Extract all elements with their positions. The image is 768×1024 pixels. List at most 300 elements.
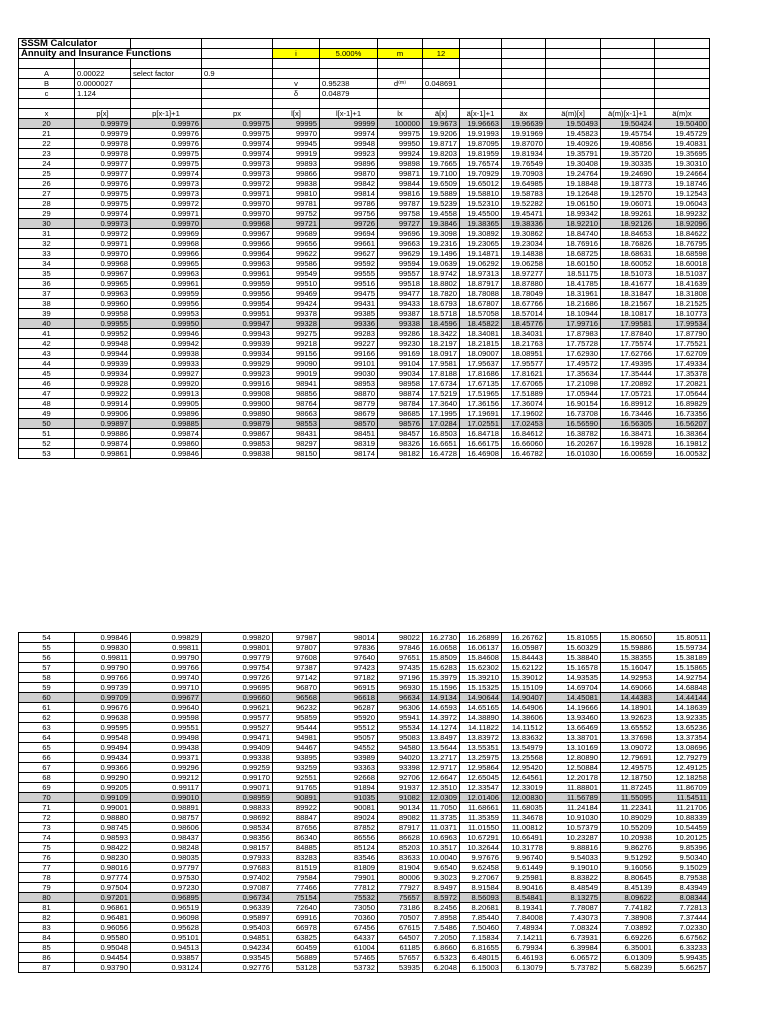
table-cell: 56889 [273,953,320,963]
table-cell: 99378 [273,309,320,319]
table-cell: 18.84653 [601,229,655,239]
table-cell: 18.92210 [546,219,601,229]
table-cell: 10.88339 [655,813,710,823]
table-cell: 11.24184 [546,803,601,813]
table-cell: 7.02330 [655,923,710,933]
table-cell: 10.20938 [601,833,655,843]
table-cell: 17.35634 [546,369,601,379]
table-cell: 10.91030 [546,813,601,823]
table-cell: 96634 [378,693,423,703]
table-row [19,139,710,149]
table-cell: 0.99959 [202,279,273,289]
table-cell: 0.99963 [202,259,273,269]
column-header: ä[x] [423,109,460,119]
table-cell: 99227 [320,339,378,349]
table-cell: 8.79538 [655,873,710,883]
table-cell: 0.99551 [131,723,202,733]
table-cell: 9.50340 [655,853,710,863]
a-input[interactable]: 0.00022 [75,69,131,79]
table-cell: 17.95637 [460,359,502,369]
table-cell: 18.51037 [655,269,710,279]
table-cell: 11.88801 [546,783,601,793]
table-cell: 99475 [320,289,378,299]
table-cell: 0.99920 [131,379,202,389]
table-cell: 11.68661 [460,803,502,813]
table-cell: 19.7100 [423,169,460,179]
table-cell: 0.99964 [202,249,273,259]
table-cell: 14.18639 [655,703,710,713]
table-cell: 0.99001 [75,803,131,813]
table-cell: 99104 [378,359,423,369]
table-cell: 19.50493 [546,119,601,129]
table-row [19,299,710,309]
table-cell: 18.67807 [460,299,502,309]
table-cell: 19.40856 [601,139,655,149]
table-cell: 0.99811 [131,643,202,653]
table-cell: 18.34081 [460,329,502,339]
table-cell: 0.99739 [75,683,131,693]
table-cell: 19.87070 [502,139,546,149]
table-cell: 16.26899 [460,633,502,643]
table-cell: 17.19691 [460,409,502,419]
table-cell: 9.62458 [460,863,502,873]
b-input[interactable]: 0.0000027 [75,79,131,89]
table-cell: 0.99954 [202,299,273,309]
age-cell: 75 [19,843,75,853]
age-cell: 34 [19,259,75,269]
table-cell: 72640 [273,903,320,913]
table-cell: 92706 [378,773,423,783]
table-cell: 18.76795 [655,239,710,249]
table-cell: 8.56093 [460,893,502,903]
table-cell: 19.81959 [460,149,502,159]
age-cell: 71 [19,803,75,813]
table-cell: 0.99970 [202,199,273,209]
table-cell: 16.90154 [546,399,601,409]
table-cell: 98784 [378,399,423,409]
table-cell: 0.99965 [75,279,131,289]
table-cell: 12.95864 [460,763,502,773]
table-row [19,219,710,229]
table-cell: 99919 [273,149,320,159]
table-cell: 0.97530 [131,873,202,883]
age-cell: 41 [19,329,75,339]
table-cell: 19.12543 [655,189,710,199]
table-cell: 13.65236 [655,723,710,733]
table-body-bottom [19,633,710,973]
table-cell: 14.11822 [460,723,502,733]
table-cell: 99975 [378,129,423,139]
delta-value: 0.04879 [320,89,378,99]
table-cell: 0.99914 [75,399,131,409]
table-cell: 15.38189 [655,653,710,663]
table-cell: 16.66175 [460,439,502,449]
age-cell: 27 [19,189,75,199]
table-row [19,409,710,419]
calculator-title: SSSM Calculator [19,39,131,49]
table-row [19,883,710,893]
table-cell: 13.83632 [502,733,546,743]
table-cell: 0.98437 [131,833,202,843]
table-cell: 19.96663 [460,119,502,129]
table-cell: 9.27067 [460,873,502,883]
table-cell: 0.99948 [75,339,131,349]
table-cell: 17.87983 [546,329,601,339]
age-cell: 25 [19,169,75,179]
table-cell: 0.99975 [202,129,273,139]
table-cell: 99694 [320,229,378,239]
table-row [19,129,710,139]
table-cell: 0.99338 [202,753,273,763]
table-cell: 18.60052 [601,259,655,269]
table-cell: 19.1496 [423,249,460,259]
table-cell: 19.52282 [502,199,546,209]
c-label: c [19,89,75,99]
table-cell: 6.06572 [546,953,601,963]
table-cell: 15.62302 [460,663,502,673]
table-cell: 12.01406 [460,793,502,803]
table-cell: 15.62122 [502,663,546,673]
table-cell: 0.99927 [131,369,202,379]
table-cell: 15.59734 [655,643,710,653]
table-cell: 0.99975 [131,159,202,169]
table-cell: 99721 [273,219,320,229]
age-cell: 80 [19,893,75,903]
table-cell: 0.99972 [202,179,273,189]
table-cell: 19.18773 [601,179,655,189]
table-cell: 99696 [378,229,423,239]
table-cell: 14.93535 [546,673,601,683]
table-cell: 12.18258 [655,773,710,783]
table-cell: 11.68035 [502,803,546,813]
table-cell: 0.99973 [202,159,273,169]
table-cell: 12.0309 [423,793,460,803]
age-cell: 69 [19,783,75,793]
table-cell: 77466 [273,883,320,893]
table-cell: 16.73446 [601,409,655,419]
table-cell: 0.99947 [202,319,273,329]
table-row [19,893,710,903]
table-cell: 14.3972 [423,713,460,723]
age-cell: 72 [19,813,75,823]
table-cell: 9.96740 [502,853,546,863]
table-cell: 19.9206 [423,129,460,139]
table-cell: 98663 [273,409,320,419]
table-cell: 18.84622 [655,229,710,239]
table-cell: 10.0040 [423,853,460,863]
table-cell: 93895 [273,753,320,763]
table-cell: 0.99976 [131,139,202,149]
table-cell: 17.02453 [502,419,546,429]
table-cell: 0.99371 [131,753,202,763]
table-cell: 0.99071 [202,783,273,793]
table-cell: 88847 [273,813,320,823]
table-cell: 9.61449 [502,863,546,873]
table-cell: 13.55351 [460,743,502,753]
table-cell: 0.99905 [131,399,202,409]
table-cell: 0.99929 [202,359,273,369]
table-cell: 14.92953 [601,673,655,683]
table-cell: 6.33233 [655,943,710,953]
table-cell: 99622 [273,249,320,259]
table-cell: 8.19341 [502,903,546,913]
table-cell: 13.93460 [546,713,601,723]
table-cell: 98014 [320,633,378,643]
table-cell: 17.05944 [546,389,601,399]
table-cell: 18.10944 [546,309,601,319]
age-cell: 20 [19,119,75,129]
table-cell: 9.85396 [655,843,710,853]
table-cell: 7.14211 [502,933,546,943]
age-cell: 84 [19,933,75,943]
age-cell: 58 [19,673,75,683]
table-cell: 0.98534 [202,823,273,833]
table-cell: 91035 [320,793,378,803]
table-row [19,419,710,429]
table-cell: 93989 [320,753,378,763]
table-cell: 99557 [378,269,423,279]
table-cell: 19.14838 [502,249,546,259]
table-cell: 99424 [273,299,320,309]
table-cell: 6.48015 [460,953,502,963]
table-cell: 16.84612 [502,429,546,439]
age-cell: 53 [19,449,75,459]
table-cell: 18.68725 [546,249,601,259]
table-cell: 99019 [273,369,320,379]
table-cell: 9.97676 [460,853,502,863]
table-cell: 19.8203 [423,149,460,159]
table-cell: 0.99577 [202,713,273,723]
table-cell: 17.75574 [601,339,655,349]
table-row [19,249,710,259]
table-cell: 17.05644 [655,389,710,399]
table-cell: 14.92754 [655,673,710,683]
table-cell: 13.37698 [601,733,655,743]
table-cell: 99090 [273,359,320,369]
table-cell: 19.8717 [423,139,460,149]
table-cell: 86628 [378,833,423,843]
table-cell: 14.90407 [502,693,546,703]
m-input[interactable]: 12 [423,49,460,59]
table-cell: 17.35444 [601,369,655,379]
table-top [18,38,710,459]
table-row [19,723,710,733]
table-cell: 0.99977 [75,159,131,169]
table-cell: 10.31778 [502,843,546,853]
table-cell: 66978 [273,923,320,933]
table-cell: 0.99676 [75,703,131,713]
table-cell: 16.73708 [546,409,601,419]
table-cell: 19.70929 [460,169,502,179]
table-cell: 13.10169 [546,743,601,753]
table-cell: 0.98606 [131,823,202,833]
table-cell: 10.55209 [601,823,655,833]
table-cell: 0.99740 [131,673,202,683]
table-cell: 15.15325 [460,683,502,693]
table-cell: 17.49334 [655,359,710,369]
table-cell: 18.99261 [601,209,655,219]
table-cell: 64337 [320,933,378,943]
table-cell: 0.99974 [75,209,131,219]
table-row [19,169,710,179]
table-cell: 18.31961 [546,289,601,299]
age-cell: 73 [19,823,75,833]
m-label: m [378,49,423,59]
table-cell: 98870 [320,389,378,399]
table-cell: 99286 [378,329,423,339]
table-cell: 99101 [320,359,378,369]
table-cell: 93259 [273,763,320,773]
table-cell: 18.60150 [546,259,601,269]
table-cell: 19.40831 [655,139,710,149]
table-row [19,863,710,873]
table-cell: 0.99967 [202,229,273,239]
table-cell: 61185 [378,943,423,953]
table-cell: 17.6734 [423,379,460,389]
table-cell: 99549 [273,269,320,279]
table-row [19,119,710,129]
table-cell: 0.99471 [202,733,273,743]
table-cell: 19.35720 [601,149,655,159]
table-cell: 77812 [320,883,378,893]
table-cell: 98457 [378,429,423,439]
table-cell: 0.99963 [75,289,131,299]
table-cell: 7.78087 [546,903,601,913]
table-cell: 9.25981 [502,873,546,883]
table-cell: 0.99205 [75,783,131,793]
table-cell: 97987 [273,633,320,643]
table-cell: 18.0917 [423,349,460,359]
table-cell: 11.01550 [460,823,502,833]
c-input[interactable]: 1.124 [75,89,131,99]
table-row [19,389,710,399]
select-factor-input[interactable]: 0.9 [202,69,273,79]
table-cell: 0.99956 [131,299,202,309]
table-cell: 99781 [273,199,320,209]
table-cell: 73050 [320,903,378,913]
table-cell: 10.54459 [655,823,710,833]
table-cell: 94552 [320,743,378,753]
table-cell: 19.14871 [460,249,502,259]
table-cell: 95057 [320,733,378,743]
table-cell: 18.9742 [423,269,460,279]
table-row [19,369,710,379]
table-cell: 99689 [273,229,320,239]
table-cell: 0.99975 [75,189,131,199]
table-cell: 18.92126 [601,219,655,229]
table-cell: 98319 [320,439,378,449]
table-cell: 0.99908 [202,389,273,399]
table-cell: 18.5718 [423,309,460,319]
age-cell: 23 [19,149,75,159]
table-cell: 63825 [273,933,320,943]
table-cell: 18.92096 [655,219,710,229]
table-cell: 0.99974 [202,139,273,149]
table-cell: 98553 [273,419,320,429]
age-cell: 67 [19,763,75,773]
table-cell: 19.6509 [423,179,460,189]
table-cell: 67615 [378,923,423,933]
table-row [19,449,710,459]
table-cell: 0.99790 [75,663,131,673]
table-cell: 6.46193 [502,953,546,963]
table-row [19,379,710,389]
table-cell: 0.99498 [131,733,202,743]
table-bottom [18,632,710,973]
age-cell: 63 [19,723,75,733]
age-cell: 35 [19,269,75,279]
table-row [19,943,710,953]
age-cell: 87 [19,963,75,973]
table-cell: 19.70903 [502,169,546,179]
table-cell: 0.99977 [75,169,131,179]
calculator-subtitle: Annuity and Insurance Functions [19,49,202,59]
table-cell: 19.38365 [460,219,502,229]
table-cell: 8.13275 [546,893,601,903]
table-cell: 0.99409 [202,743,273,753]
table-cell: 99034 [378,369,423,379]
age-cell: 31 [19,229,75,239]
table-cell: 95859 [273,713,320,723]
table-cell: 0.99913 [131,389,202,399]
age-cell: 64 [19,733,75,743]
table-cell: 0.99548 [75,733,131,743]
table-cell: 99758 [378,209,423,219]
table-cell: 99866 [273,169,320,179]
table-cell: 13.08696 [655,743,710,753]
table-cell: 16.00532 [655,449,710,459]
table-cell: 18.41639 [655,279,710,289]
table-cell: 0.99830 [75,643,131,653]
i-input[interactable]: 5.000% [320,49,378,59]
age-cell: 55 [19,643,75,653]
table-cell: 0.99975 [202,119,273,129]
table-cell: 16.46782 [502,449,546,459]
table-cell: 99336 [320,319,378,329]
table-cell: 99555 [320,269,378,279]
age-cell: 43 [19,349,75,359]
table-cell: 0.99978 [75,139,131,149]
table-cell: 0.95048 [75,943,131,953]
table-cell: 17.95577 [502,359,546,369]
column-header: x [19,109,75,119]
table-cell: 13.54979 [502,743,546,753]
table-cell: 18.2197 [423,339,460,349]
table-cell: 98685 [378,409,423,419]
table-cell: 0.99975 [75,199,131,209]
table-cell: 0.99968 [202,219,273,229]
table-cell: 18.10773 [655,309,710,319]
table-cell: 17.5219 [423,389,460,399]
column-header: p[x] [75,109,131,119]
table-cell: 17.05721 [601,389,655,399]
table-cell: 0.96734 [202,893,273,903]
column-header: l[x-1]+1 [320,109,378,119]
table-cell: 17.99581 [601,319,655,329]
table-cell: 7.08324 [546,923,601,933]
table-cell: 99974 [320,129,378,139]
age-cell: 49 [19,409,75,419]
table-cell: 18.78088 [460,289,502,299]
table-cell: 0.95628 [131,923,202,933]
table-cell: 16.89829 [655,399,710,409]
table-cell: 12.64561 [502,773,546,783]
table-cell: 16.73356 [655,409,710,419]
table-cell: 19.64985 [502,179,546,189]
table-cell: 0.99970 [131,219,202,229]
table-cell: 98576 [378,419,423,429]
table-cell: 61004 [320,943,378,953]
